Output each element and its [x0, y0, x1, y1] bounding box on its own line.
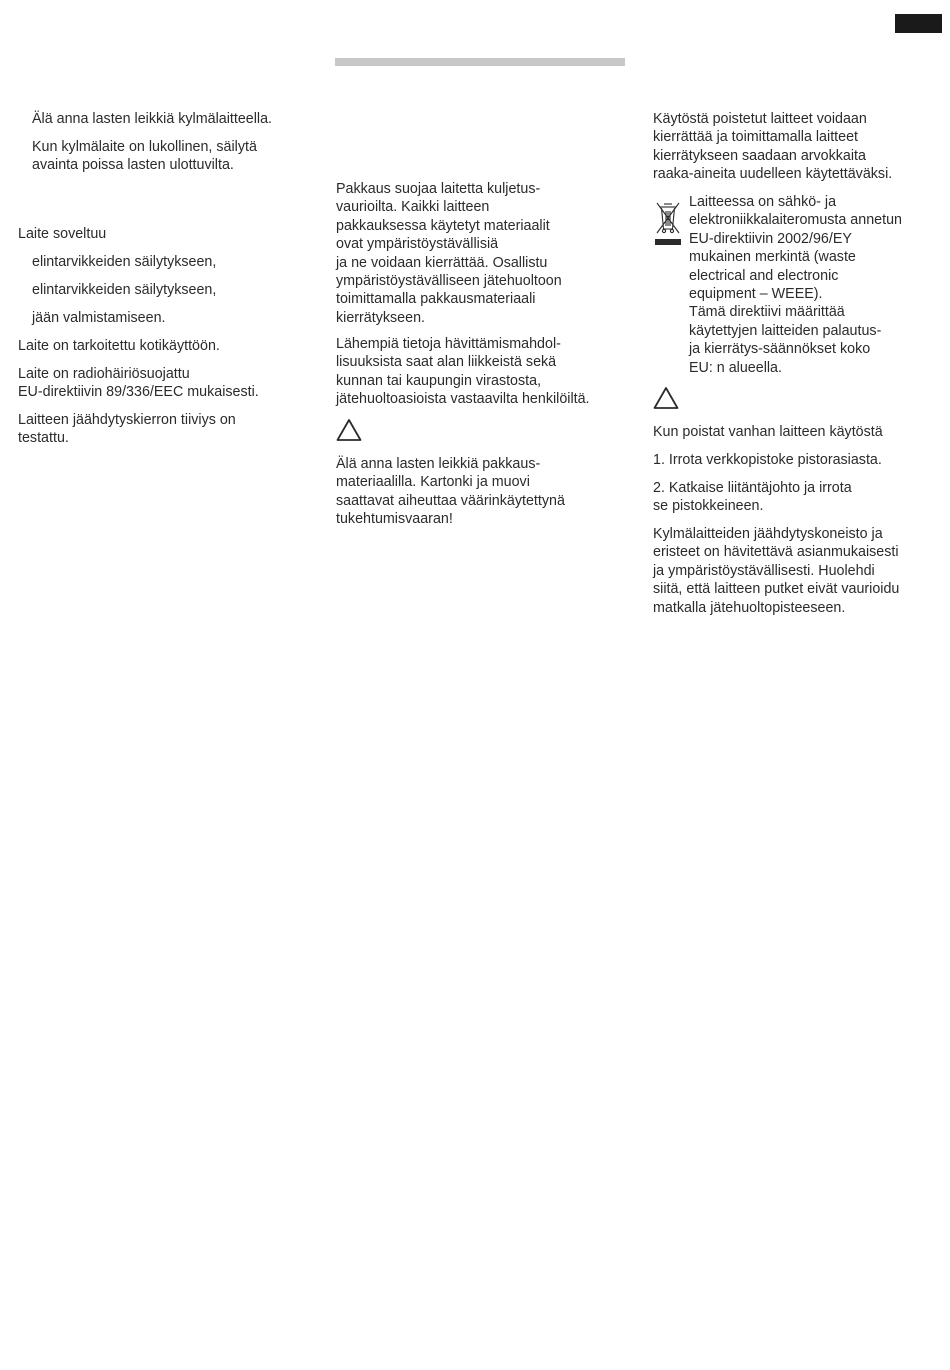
suitability-item: jään valmistamiseen. [32, 310, 166, 326]
disposal-info-text: Lähempiä tietoja hävittämismahdol- lisuuksista saat alan liikkeistä sekä kunnan tai kaupungin virastosta, jätehuoltoasioista vastaavilta henkilöiltä. [336, 336, 590, 408]
suitability-item: elintarvikkeiden säilytykseen, [32, 282, 217, 298]
tightness-text: Laitteen jäähdytyskierron tiiviys on testattu. [18, 412, 236, 447]
decommission-step: 2. Katkaise liitäntäjohto ja irrota se pistokkeineen. [653, 480, 852, 515]
cooling-disposal-text: Kylmälaitteiden jäähdytyskoneisto ja eristeet on hävitettävä asianmukaisesti ja ympäristöystävällisesti. Huolehdi siitä, että laitteen putket eivät vaurioidu matkalla jätehuoltopisteeseen. [653, 526, 900, 616]
suitability-intro: Laite soveltuu [18, 226, 107, 242]
crossed-out-wheelie-bin-icon [653, 199, 683, 249]
home-use-text: Laite on tarkoitettu kotikäyttöön. [18, 338, 220, 354]
warning-triangle-icon [336, 418, 362, 442]
suitability-item: elintarvikkeiden säilytykseen, [32, 254, 217, 270]
recycling-intro-text: Käytöstä poistetut laitteet voidaan kierrättää ja toimittamalla laitteet kierrätykseen saadaan arvokkaita raaka-aineita uudelleen käytettäväksi. [653, 111, 893, 183]
language-tab [895, 14, 942, 33]
decommission-step: 1. Irrota verkkopistoke pistorasiasta. [653, 452, 882, 468]
weee-text: Laitteessa on sähkö- ja elektroniikkalaiteromusta annetun EU-direktiivin 2002/96/EY mukainen merkintä (waste electrical and electronic equipment – WEEE). Tämä direktiivi määrittää käytettyjen laitteiden palautus- ja kierrätys-säännökset koko EU: n alueella. [689, 194, 902, 376]
radio-interference-text: Laite on radiohäiriösuojattu EU-direktiivin 89/336/EEC mukaisesti. [18, 366, 259, 401]
warning-triangle-icon [653, 386, 679, 410]
packaging-warning-text: Älä anna lasten leikkiä pakkaus- materiaalilla. Kartonki ja muovi saattavat aiheuttaa väärinkäytettynä tukehtumisvaaran! [336, 456, 565, 528]
packaging-text: Pakkaus suojaa laitetta kuljetus- vaurioilta. Kaikki laitteen pakkauksessa käytetyt materiaalit ovat ympäristöystävällisiä ja ne voidaan kierrättää. Osallistu ympäristöystävälliseen jätehuoltoon toimittamalla pakkausmateriaali kierrätykseen. [336, 181, 562, 326]
section-rule [335, 58, 625, 66]
child-safety-text-1: Älä anna lasten leikkiä kylmälaitteella. [32, 111, 272, 127]
child-safety-text-2: Kun kylmälaite on lukollinen, säilytä avainta poissa lasten ulottuvilta. [32, 139, 257, 174]
decommission-intro-text: Kun poistat vanhan laitteen käytöstä [653, 424, 883, 440]
